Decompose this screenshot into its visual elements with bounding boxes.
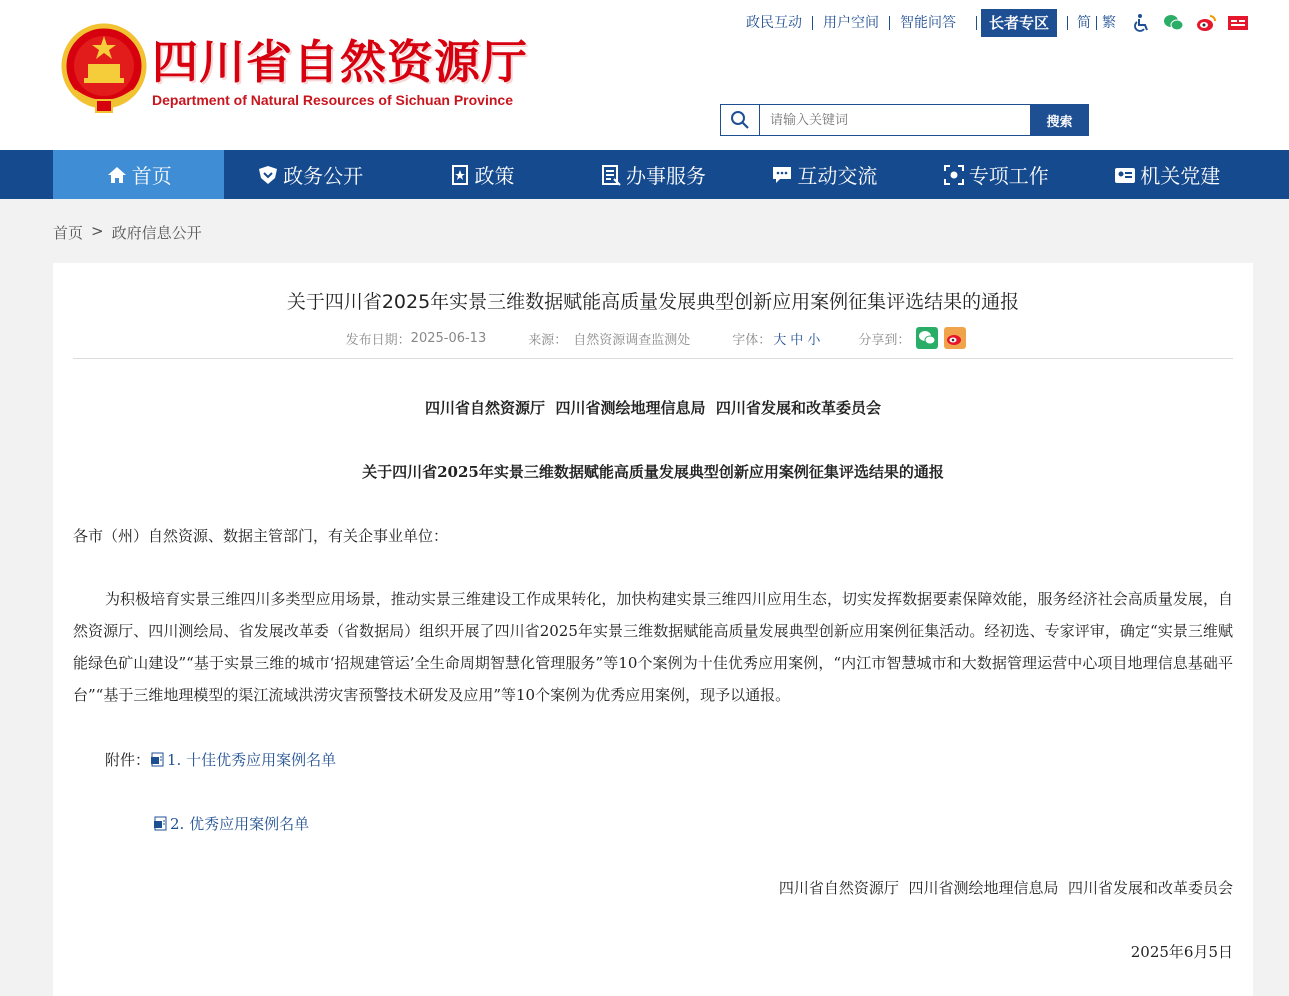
search-icon[interactable] — [720, 104, 760, 136]
breadcrumb-separator: > — [91, 222, 104, 240]
shield-icon — [257, 164, 279, 186]
nav-label: 政策 — [474, 164, 515, 188]
nav-item-gov-affairs[interactable] — [224, 150, 395, 199]
nav-label: 互动交流 — [797, 164, 878, 188]
site-header — [0, 0, 1289, 150]
nav-item-special-work[interactable] — [910, 150, 1081, 199]
simplified-chinese-link[interactable]: 简 — [1072, 16, 1097, 30]
national-emblem-icon[interactable] — [60, 22, 148, 118]
top-link-user-space[interactable]: 用户空间 — [813, 16, 890, 30]
nav-item-services[interactable] — [567, 150, 738, 199]
site-subtitle: Department of Natural Resources of Sichuan Province — [152, 92, 513, 108]
divider — [73, 358, 1233, 359]
source-label: 来源： — [528, 332, 568, 348]
divider — [976, 16, 977, 30]
weibo-icon[interactable] — [1195, 13, 1217, 33]
chat-icon — [771, 164, 793, 186]
home-icon — [106, 164, 128, 186]
breadcrumb-current[interactable]: 政府信息公开 — [111, 224, 202, 242]
top-link-interaction[interactable]: 政民互动 — [736, 16, 813, 30]
breadcrumb-home[interactable]: 首页 — [53, 224, 84, 242]
nav-item-home[interactable] — [53, 150, 224, 199]
date-label: 发布日期： — [345, 332, 411, 348]
article-title: 关于四川省2025年实景三维数据赋能高质量发展典型创新应用案例征集评选结果的通报 — [286, 291, 1020, 313]
site-title[interactable]: 四川省自然资源厅 — [152, 35, 528, 89]
share-label: 分享到： — [858, 332, 911, 348]
attachment-file-icon — [153, 816, 169, 832]
nav-item-policy[interactable] — [396, 150, 567, 199]
source-value: 自然资源调查监测处 — [573, 332, 691, 348]
signature: 四川省自然资源厅 四川省测绘地理信息局 四川省发展和改革委员会 — [778, 879, 1233, 897]
font-small-button[interactable]: 小 — [807, 332, 821, 348]
nav-item-party-building[interactable] — [1082, 150, 1253, 199]
main-nav — [0, 150, 1289, 199]
nav-label: 办事服务 — [625, 164, 706, 188]
breadcrumb — [53, 222, 202, 243]
font-size-label: 字体： — [732, 332, 772, 348]
attachment-link-top-ten[interactable]: 1. 十佳优秀应用案例名单 — [167, 751, 337, 769]
search-input[interactable] — [760, 104, 1030, 136]
issuing-agencies: 四川省自然资源厅 四川省测绘地理信息局 四川省发展和改革委员会 — [425, 399, 881, 417]
signature-date: 2025年6月5日 — [1130, 943, 1233, 961]
top-links — [736, 8, 1249, 38]
top-link-smart-qa[interactable]: 智能问答 — [899, 15, 956, 31]
traditional-chinese-link[interactable]: 繁 — [1102, 15, 1116, 31]
accessibility-icon[interactable] — [1131, 13, 1153, 33]
share-weibo-icon[interactable] — [944, 327, 966, 349]
nav-label: 政务公开 — [283, 164, 364, 188]
salutation: 各市（州）自然资源、数据主管部门，有关企事业单位： — [73, 527, 449, 545]
search-button[interactable]: 搜索 — [1030, 104, 1089, 136]
attachment-file-icon — [150, 752, 166, 768]
article-meta — [53, 327, 1253, 349]
search-bar — [720, 104, 1089, 136]
elder-zone-button[interactable]: 长者专区 — [981, 9, 1057, 37]
body-paragraph: 为积极培育实景三维四川多类型应用场景，推动实景三维建设工作成果转化，加快构建实景三维四川应用生态，切实发挥数据要素保障效能，服务经济社会高质量发展，自然资源厅、四川测绘局、省发展改革委（省数据局）组织开展了四川省2025年实景三维数据赋能高质量发展典型创新应用案例征集活动。经初选、专家评审，确定“实景三维赋能绿色矿山建设”“基于实景三维的城市‘招规建管运’全生命周期智慧化管理服务”等10个案例为十佳优秀应用案例，“内江市智慧城市和大数据管理运营中心项目地理信息基础平台”“基于三维地理模型的渠江流域洪涝灾害预警技术研发及应用”等10个案例为优秀应用案例，现予以通报。 — [73, 590, 1233, 704]
publish-date: 2025-06-13 — [410, 330, 487, 346]
attachment-row — [105, 749, 336, 770]
font-medium-button[interactable]: 中 — [790, 332, 804, 348]
nav-label: 机关党建 — [1140, 164, 1221, 188]
wechat-icon[interactable] — [1163, 13, 1185, 33]
attachment-label: 附件： — [105, 751, 151, 769]
notice-title: 关于四川省2025年实景三维数据赋能高质量发展典型创新应用案例征集评选结果的通报 — [362, 463, 944, 481]
divider — [1067, 16, 1068, 30]
nav-label: 首页 — [131, 164, 172, 188]
list-icon — [600, 164, 622, 186]
document-icon — [449, 164, 471, 186]
share-wechat-icon[interactable] — [916, 327, 938, 349]
nav-item-interaction[interactable] — [739, 150, 910, 199]
nav-label: 专项工作 — [968, 164, 1049, 188]
id-card-icon — [1114, 164, 1136, 186]
article-panel — [53, 263, 1253, 996]
attachment-row — [153, 813, 309, 834]
focus-icon — [943, 164, 965, 186]
font-large-button[interactable]: 大 — [773, 332, 787, 348]
attachment-link-excellent[interactable]: 2. 优秀应用案例名单 — [170, 815, 310, 833]
toutiao-icon[interactable] — [1227, 13, 1249, 33]
